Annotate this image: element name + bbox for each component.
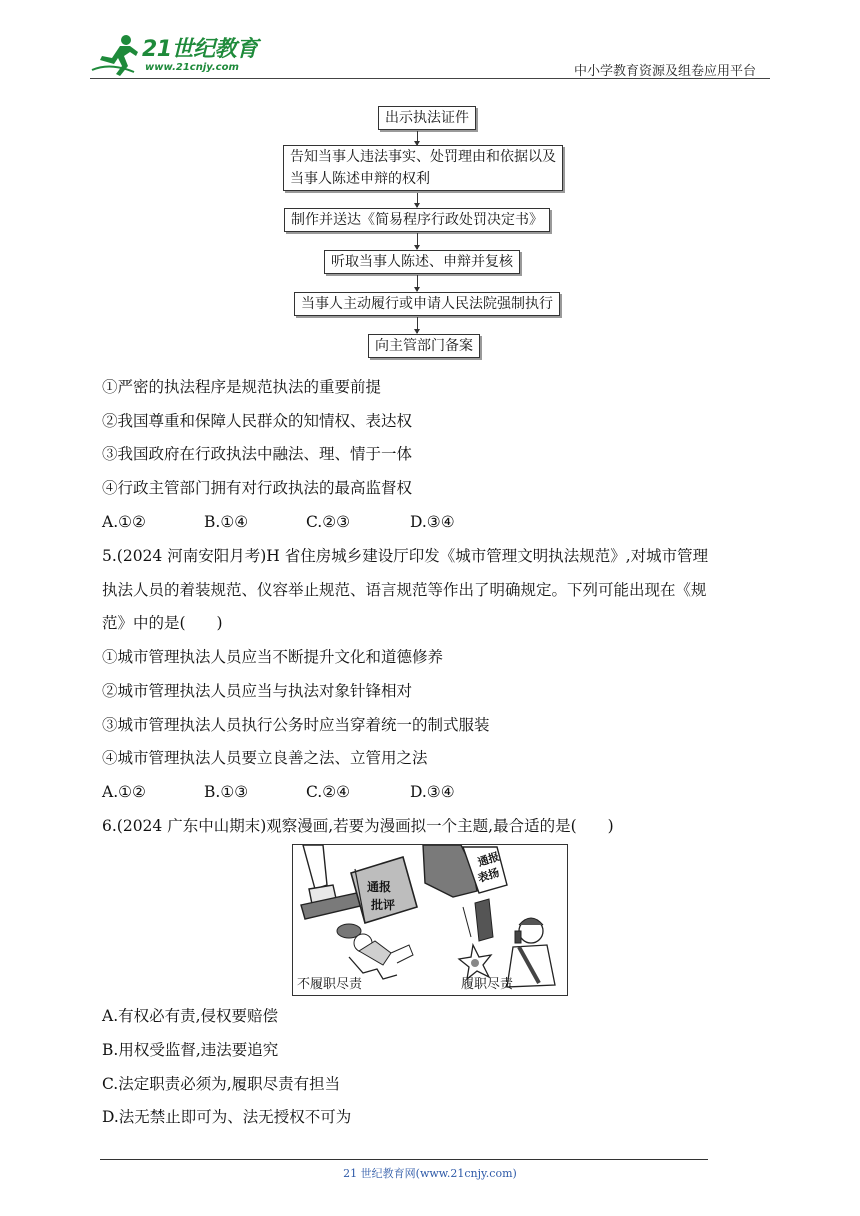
q5-item-4: ④城市管理执法人员要立良善之法、立管用之法 (102, 749, 428, 767)
q4-options (102, 511, 455, 533)
q4-option-c[interactable]: C.②③ (306, 513, 351, 531)
q6-option-a[interactable]: A.有权必有责,侵权要赔偿 (102, 1007, 279, 1025)
platform-name: 中小学教育资源及组卷应用平台 (573, 64, 756, 79)
q4-item-3: ③我国政府在行政执法中融法、理、情于一体 (102, 445, 413, 463)
q5-option-a[interactable]: A.①② (102, 783, 146, 801)
flow-step-3-text: 制作并送达《简易程序行政处罚决定书》 (291, 212, 543, 228)
flow-arrow-3 (417, 233, 418, 249)
q5-options (102, 781, 455, 803)
hammer-label-1: 通报 (367, 880, 392, 894)
flow-arrow-5 (417, 317, 418, 333)
q4-item-4: ④行政主管部门拥有对行政执法的最高监督权 (102, 479, 413, 497)
q4-item-1: ①严密的执法程序是规范执法的重要前提 (102, 378, 382, 396)
flow-step-4 (324, 250, 520, 274)
flow-step-5-text: 当事人主动履行或申请人民法院强制执行 (301, 296, 553, 312)
comic-caption-right: 履职尽责 (461, 977, 514, 992)
flow-step-6-text: 向主管部门备案 (375, 338, 473, 354)
footer-divider (100, 1159, 708, 1160)
hammer-label-2: 批评 (371, 898, 396, 912)
flow-step-2-line-1: 告知当事人违法事实、处罚理由和依据以及 (290, 149, 556, 165)
q5-option-c[interactable]: C.②④ (306, 783, 351, 801)
q5-item-2: ②城市管理执法人员应当与执法对象针锋相对 (102, 682, 413, 700)
q5-stem-line-2: 执法人员的着装规范、仪容举止规范、语言规范等作出了明确规定。下列可能出现在《规 (102, 581, 707, 599)
q5-option-b[interactable]: B.①③ (204, 783, 249, 801)
flow-step-1 (378, 106, 476, 130)
q5-option-d[interactable]: D.③④ (410, 783, 455, 801)
flow-arrow-4 (417, 275, 418, 291)
runner-logo-icon (90, 32, 142, 78)
q5-item-3: ③城市管理执法人员执行公务时应当穿着统一的制式服装 (102, 716, 490, 734)
flow-step-5 (294, 292, 560, 316)
site-logo[interactable] (90, 32, 290, 80)
logo-url: www.21cnjy.com (145, 62, 239, 73)
q6-option-c[interactable]: C.法定职责必须为,履职尽责有担当 (102, 1075, 341, 1093)
q4-option-b[interactable]: B.①④ (204, 513, 249, 531)
flow-step-1-text: 出示执法证件 (385, 110, 469, 126)
header-divider (90, 78, 770, 79)
flow-step-2-line-2: 当事人陈述申辩的权利 (290, 171, 430, 187)
q5-item-1: ①城市管理执法人员应当不断提升文化和道德修养 (102, 648, 444, 666)
flow-step-4-text: 听取当事人陈述、申辩并复核 (331, 254, 513, 270)
hand-label-2: 表扬 (476, 865, 502, 886)
q6-option-d[interactable]: D.法无禁止即可为、法无授权不可为 (102, 1108, 352, 1126)
flow-step-3 (284, 208, 550, 232)
q5-stem-line-1: 5.(2024 河南安阳月考)H 省住房城乡建设厅印发《城市管理文明执法规范》,对城市管理 (102, 547, 709, 565)
q6-comic-image (292, 844, 568, 996)
q4-option-a[interactable]: A.①② (102, 513, 146, 531)
flow-step-2 (283, 145, 563, 191)
q5-stem-line-3: 范》中的是( ) (102, 614, 223, 632)
flow-arrow-1 (417, 131, 418, 145)
flow-arrow-2 (417, 193, 418, 207)
enforcement-flowchart (280, 100, 580, 362)
hand-label-1: 通报 (476, 849, 502, 870)
comic-caption-left: 不履职尽责 (297, 977, 363, 992)
q6-stem: 6.(2024 广东中山期末)观察漫画,若要为漫画拟一个主题,最合适的是( ) (102, 817, 614, 835)
logo-text: 21世纪教育 (142, 37, 258, 62)
footer-link[interactable]: 21 世纪教育网(www.21cnjy.com) (343, 1167, 517, 1180)
page-header (90, 30, 770, 86)
q4-item-2: ②我国尊重和保障人民群众的知情权、表达权 (102, 412, 413, 430)
q6-option-b[interactable]: B.用权受监督,违法要追究 (102, 1041, 279, 1059)
q4-option-d[interactable]: D.③④ (410, 513, 455, 531)
flow-step-6 (368, 334, 480, 358)
